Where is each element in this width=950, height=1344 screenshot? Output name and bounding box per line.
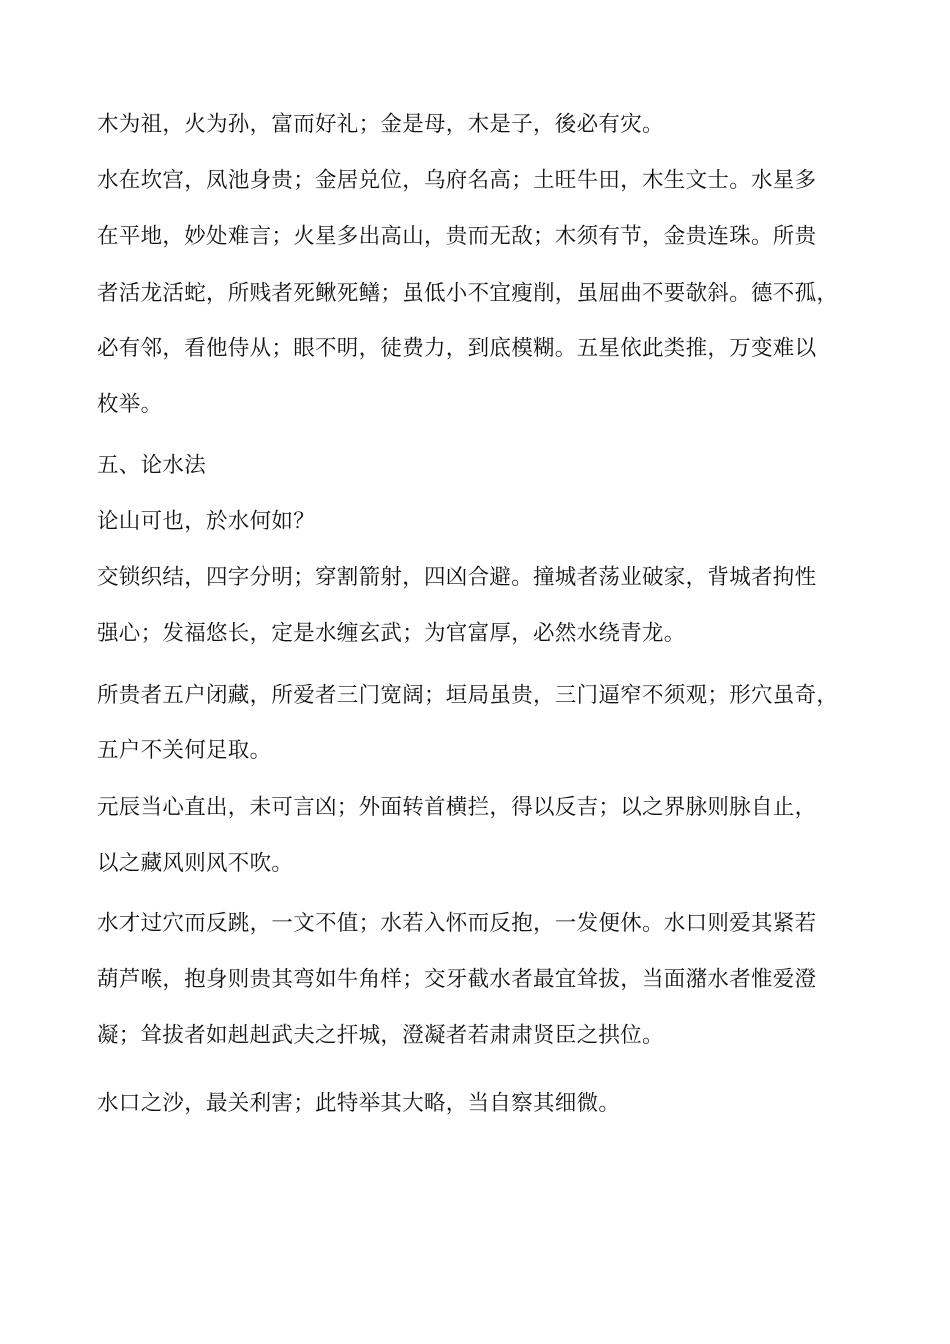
text-line: 五户不关何足取。 [97,738,272,763]
text-line: 者活龙活蛇，所贱者死鳅死鳝；虽低小不宜瘦削，虽屈曲不要欹斜。德不孤， [97,281,839,306]
text-line: 水在坎宫，凤池身贵；金居兑位，乌府名高；土旺牛田，木生文士。水星多 [97,168,817,193]
text-line: 强心；发福悠长，定是水缠玄武；为官富厚，必然水绕青龙。 [97,621,686,646]
text-line: 交锁织结，四字分明；穿割箭射，四凶合避。撞城者荡业破家，背城者拘性 [97,565,817,590]
text-line: 枚举。 [97,392,163,417]
text-line: 水口之沙，最关利害；此特举其大略，当自察其细微。 [97,1091,621,1116]
text-line: 必有邻，看他侍从；眼不明，徒费力，到底模糊。五星依此类推，万变难以 [97,336,817,361]
text-line: 木为祖，火为孙，富而好礼；金是母，木是子，後必有灾。 [97,112,664,137]
text-line: 以之藏风则风不吹。 [97,851,294,876]
text-line: 葫芦喉，抱身则贵其弯如牛角样；交牙截水者最宜耸拔，当面潴水者惟爱澄 [97,967,817,992]
text-line: 在平地，妙处难言；火星多出高山，贵而无敌；木须有节，金贵连珠。所贵 [97,224,817,249]
text-line: 所贵者五户闭藏，所爱者三门宽阔；垣局虽贵，三门逼窄不须观；形穴虽奇， [97,683,839,708]
section-heading: 五、论水法 [97,453,207,478]
text-line: 元辰当心直出，未可言凶；外面转首横拦，得以反吉；以之界脉则脉自止， [97,795,817,820]
text-line: 凝；耸拔者如赳赳武夫之扞城，澄凝者若肃肃贤臣之拱位。 [97,1023,664,1048]
text-line: 水才过穴而反跳，一文不值；水若入怀而反抱，一发便休。水口则爱其紧若 [97,911,817,936]
text-line: 论山可也，於水何如？ [97,509,316,534]
